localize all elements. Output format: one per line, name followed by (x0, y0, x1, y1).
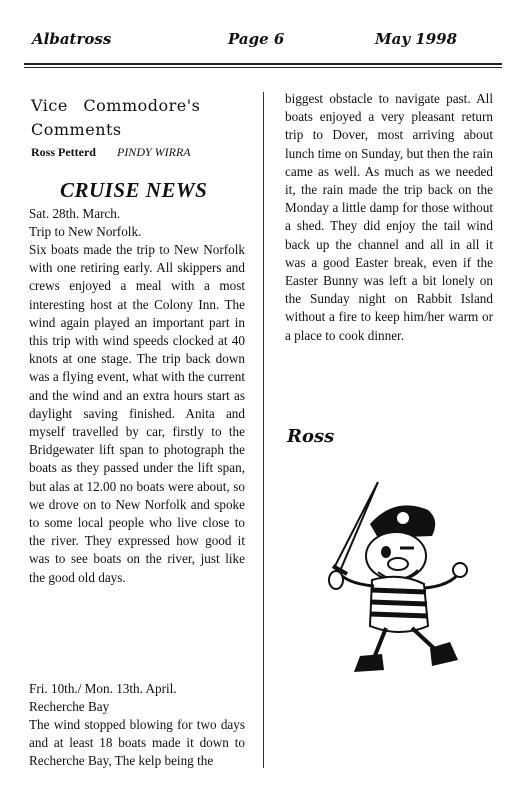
article-title (31, 94, 261, 142)
article-title-line2: Comments (31, 120, 122, 139)
entry2-body-left: The wind stopped blowing for two days and at least 18 boats made it down to Recherche Bay, The kelp being the (29, 717, 245, 769)
page-header (0, 0, 522, 70)
entry2-body-right: biggest obstacle to navigate past. All boats enjoyed a very pleasant return trip to Dover, most arriving about lunch time on Sunday, but then the rain came as well. As much as we needed it, the rain made the trip back on the Monday a little damp for those without a shed. They did enjoy the tail wind back up the channel and all in all it was a good Easter break, even if the Easter Bunny was left a bit lonely on the Sunday night on Rabbit Island without a fire to keep him/her warm or a place to cook dinner. (285, 91, 493, 343)
article-title-line1: Vice Commodore's (31, 96, 201, 115)
entry1-body: Six boats made the trip to New Norfolk with one retiring early. All skippers and crews enjoyed a meal with a most interesting host at the Colony Inn. The wind again played an important part in this trip with wind speeds clocked at 40 knots at one stage. The trip back down was a flying event, what with the current and the wind and an extra hours start as daylight saving finished. Anita and myself travelled by car, firstly to the Bridgewater lift span to photograph the boats as they passed under the lift span, but alas at 12.00 no boats were about, so we drove on to New Norfolk and spoke to some local people who live close to the river. They expressed how good it was to see boats on the river, just like the good old days. (29, 242, 245, 585)
entry2-heading (29, 680, 245, 716)
header-rule-thin (24, 67, 502, 68)
page-number: Page 6 (228, 30, 285, 48)
entry1-heading (29, 205, 245, 241)
byline (31, 145, 191, 160)
entry2-location: Recherche Bay (29, 699, 110, 715)
publication-name: Albatross (32, 30, 112, 48)
issue-date: May 1998 (375, 30, 458, 48)
column-divider (263, 92, 264, 768)
pirate-cartoon-icon (300, 476, 470, 676)
byline-boat: PINDY WIRRA (116, 145, 191, 159)
entry2-date: Fri. 10th./ Mon. 13th. April. (29, 681, 177, 696)
byline-author: Ross Petterd (31, 145, 96, 159)
header-rule-thick (24, 63, 502, 65)
entry1-date: Sat. 28th. March. (29, 206, 121, 221)
section-heading: CRUISE NEWS (60, 178, 208, 202)
entry1-location: Trip to New Norfolk. (29, 224, 142, 240)
signature: Ross (287, 426, 335, 447)
